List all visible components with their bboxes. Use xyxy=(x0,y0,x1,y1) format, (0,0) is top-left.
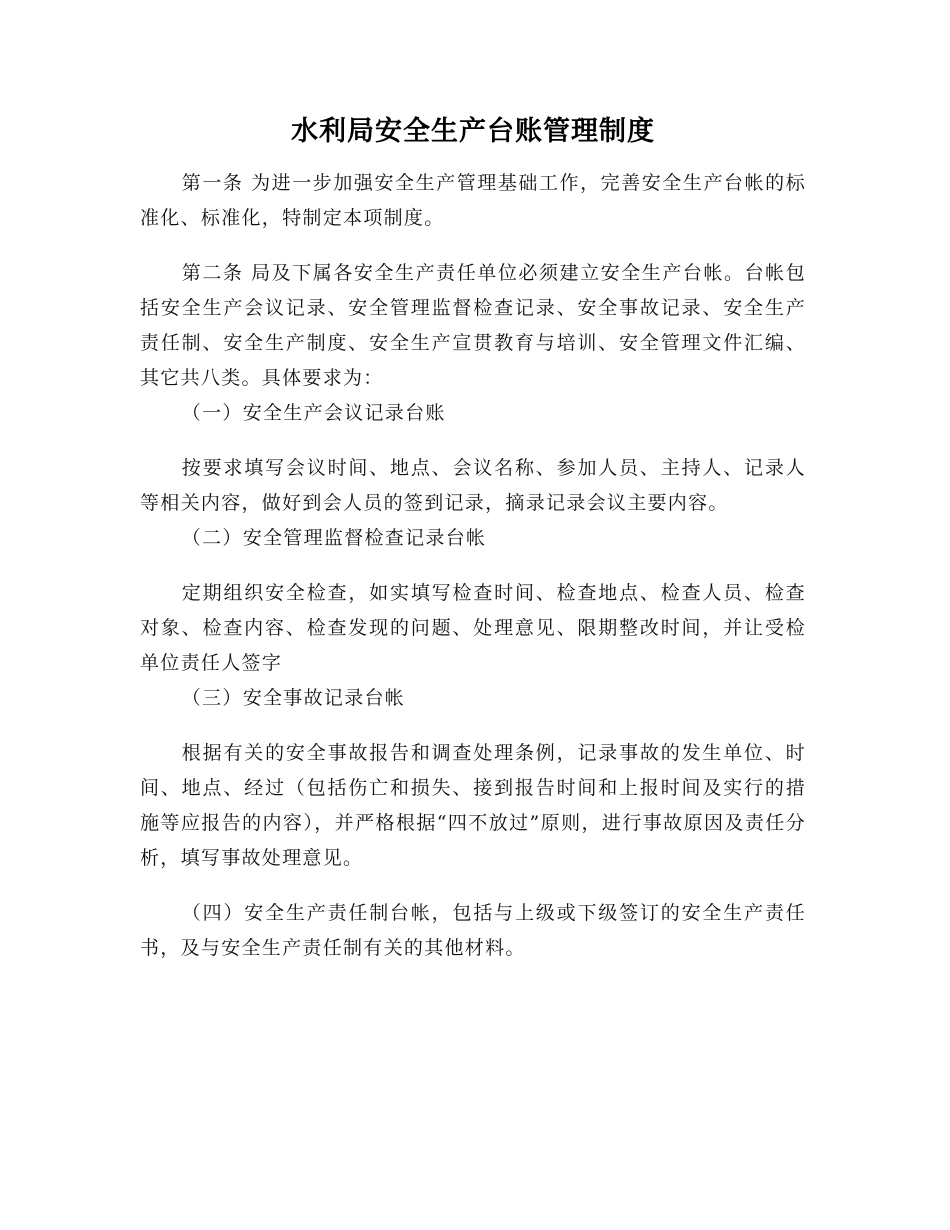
section-3-body: 根据有关的安全事故报告和调查处理条例，记录事故的发生单位、时间、地点、经过（包括伤亡和损失、接到报告时间和上报时间及实行的措施等应报告的内容），并严格根据“四不放过”原则，进行事故原因及责任分析，填写事故处理意见。 xyxy=(140,742,806,869)
section-2-body: 定期组织安全检查，如实填写检查时间、检查地点、检查人员、检查对象、检查内容、检查发现的问题、处理意见、限期整改时间，并让受检单位责任人签字 xyxy=(140,582,806,674)
section-2-heading: （二）安全管理监督检查记录台帐 xyxy=(181,527,487,549)
document-page xyxy=(140,112,806,966)
section-1-heading: （一）安全生产会议记录台账 xyxy=(181,402,446,424)
section-1-body: 按要求填写会议时间、地点、会议名称、参加人员、主持人、记录人等相关内容，做好到会人员的签到记录，摘录记录会议主要内容。 xyxy=(140,457,806,514)
document-title: 水利局安全生产台账管理制度 xyxy=(291,116,655,147)
section-3-heading: （三）安全事故记录台帐 xyxy=(181,687,406,709)
section-4-paragraph: （四）安全生产责任制台帐，包括与上级或下级签订的安全生产责任书，及与安全生产责任制有关的其他材料。 xyxy=(140,902,806,959)
article-2-paragraph: 第二条 局及下属各安全生产责任单位必须建立安全生产台帐。台帐包括安全生产会议记录、安全管理监督检查记录、安全事故记录、安全生产责任制、安全生产制度、安全生产宣贯教育与培训、安全管理文件汇编、其它共八类。具体要求为： xyxy=(140,262,806,389)
article-1-paragraph: 第一条 为进一步加强安全生产管理基础工作，完善安全生产台帐的标准化、标准化，特制定本项制度。 xyxy=(140,172,806,229)
